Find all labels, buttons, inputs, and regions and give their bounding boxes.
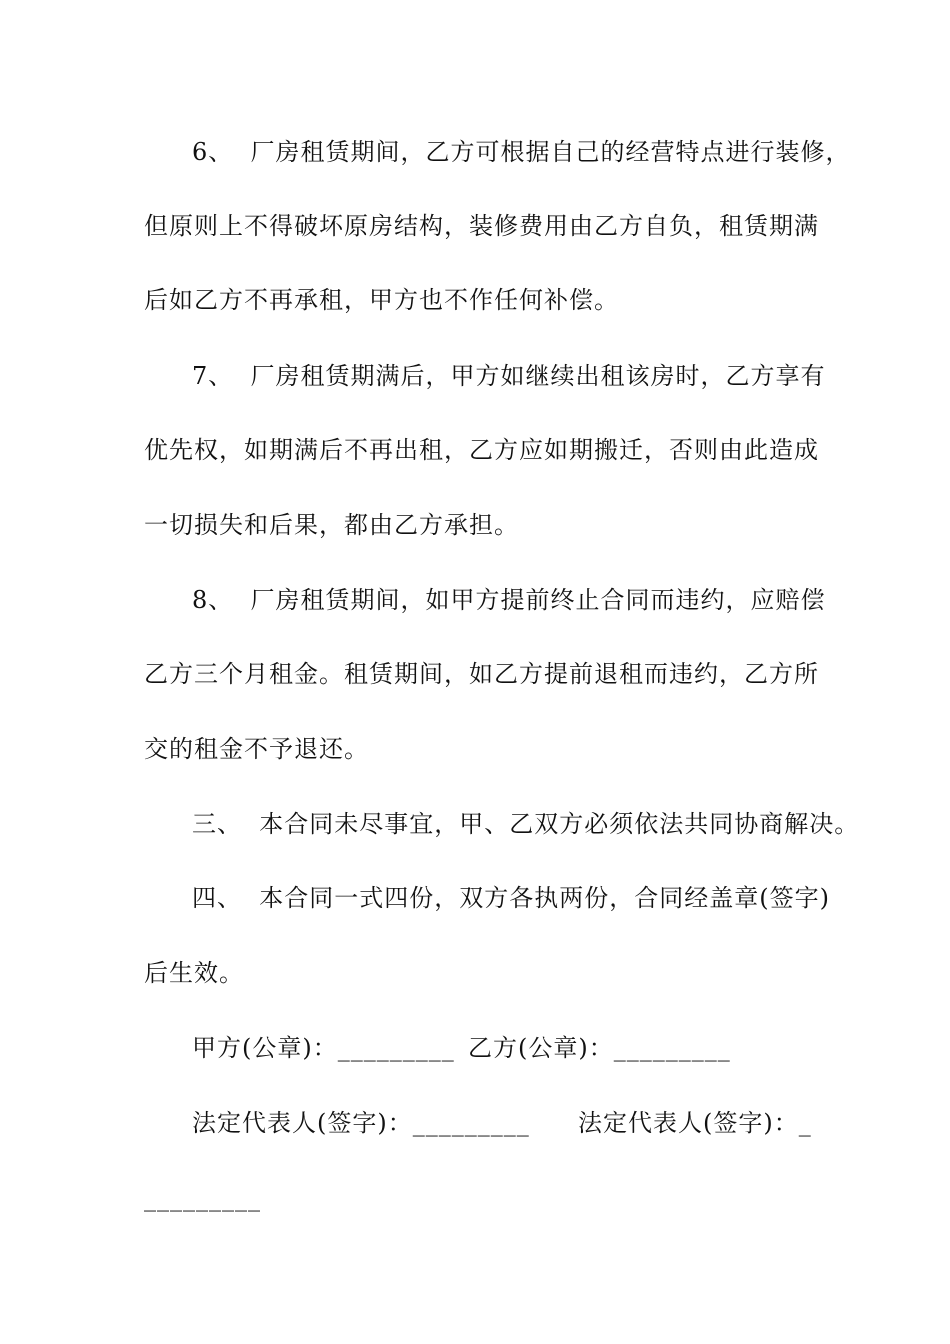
party-b-representative-field: 法定代表人(签字)：_: [578, 1109, 812, 1137]
party-a-representative-field: 法定代表人(签字)：_________: [192, 1109, 530, 1137]
clause-6-line-3: 后如乙方不再承租，甲方也不作任何补偿。: [144, 286, 619, 314]
clause-8-line-2: 乙方三个月租金。租赁期间，如乙方提前退租而违约，乙方所: [144, 660, 819, 688]
section-3-line-1: 三、 本合同未尽事宜，甲、乙双方必须依法共同协商解决。: [192, 810, 860, 838]
party-a-seal-field: 甲方(公章)：_________: [192, 1034, 455, 1062]
clause-8-line-1: 8、 厂房租赁期间，如甲方提前终止合同而违约，应赔偿: [192, 586, 826, 614]
clause-8-line-3: 交的租金不予退还。: [144, 735, 369, 763]
clause-7-line-3: 一切损失和后果，都由乙方承担。: [144, 511, 519, 539]
clause-7-line-2: 优先权，如期满后不再出租，乙方应如期搬迁，否则由此造成: [144, 436, 819, 464]
party-b-seal-field: 乙方(公章)：_________: [468, 1034, 731, 1062]
party-b-representative-field-continuation: _________: [144, 1184, 261, 1212]
section-4-line-1: 四、 本合同一式四份，双方各执两份，合同经盖章(签字): [192, 884, 830, 912]
clause-6-line-1: 6、 厂房租赁期间，乙方可根据自己的经营特点进行装修，: [192, 138, 851, 166]
clause-6-line-2: 但原则上不得破坏原房结构，装修费用由乙方自负，租赁期满: [144, 212, 819, 240]
clause-7-line-1: 7、 厂房租赁期满后，甲方如继续出租该房时，乙方享有: [192, 362, 826, 390]
section-4-line-2: 后生效。: [144, 959, 244, 987]
